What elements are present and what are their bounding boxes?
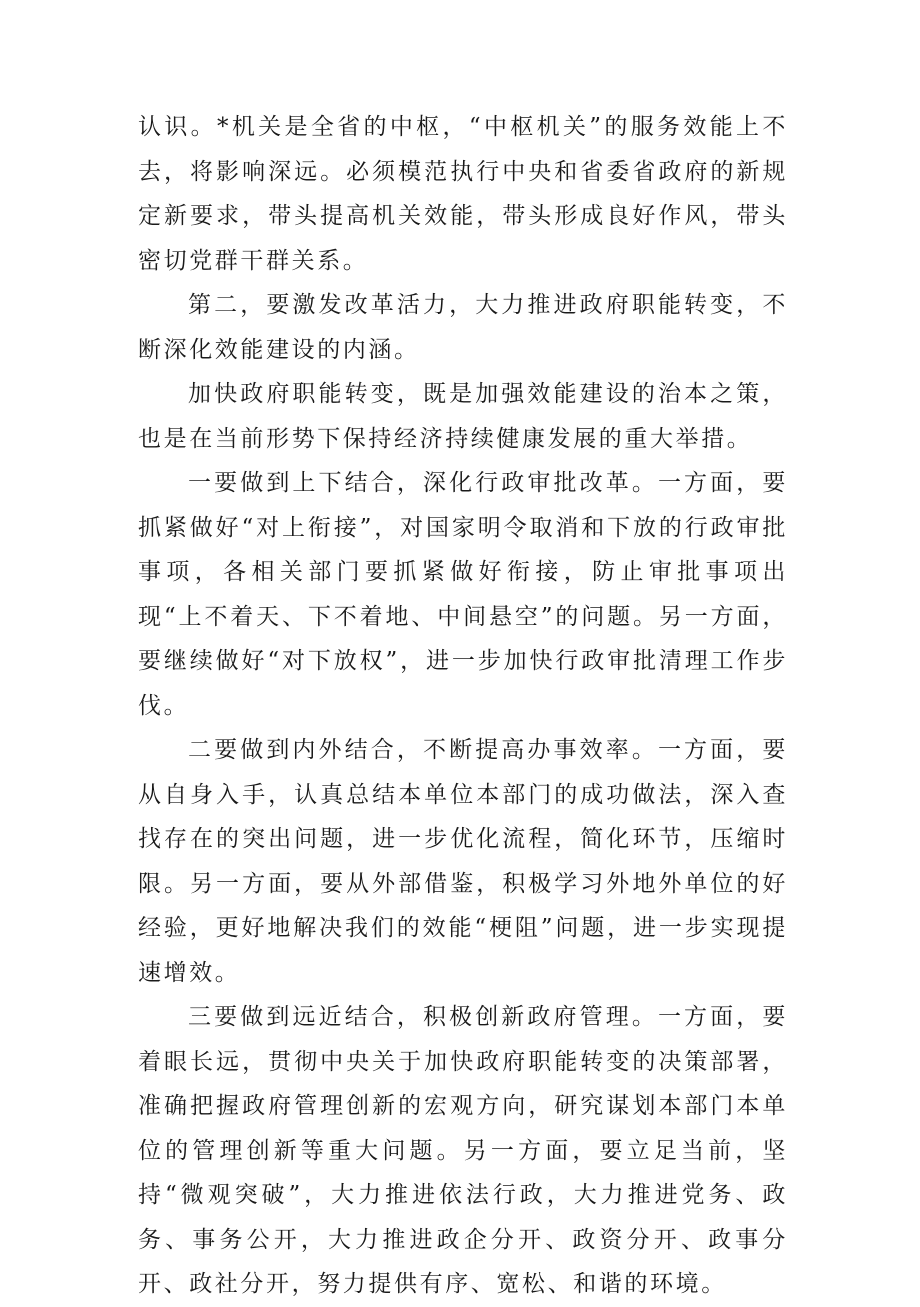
paragraph-point-two: 二要做到内外结合，不断提高办事效率。一方面，要从自身入手，认真总结本单位本部门的成功做法，深入查找存在的突出问题，进一步优化流程，简化环节，压缩时限。另一方面，要从外部借鉴，积极学习外地外单位的好经验，更好地解决我们的效能“梗阻”问题，进一步实现提速增效。	[138, 737, 788, 986]
paragraph-function-transformation: 加快政府职能转变，既是加强效能建设的治本之策，也是在当前形势下保持经济持续健康发展的重大举措。	[138, 381, 788, 452]
document-body	[138, 105, 788, 1307]
paragraph-point-three: 三要做到远近结合，积极创新政府管理。一方面，要着眼长远，贯彻中央关于加快政府职能转变的决策部署，准确把握政府管理创新的宏观方向，研究谋划本部门本单位的管理创新等重大问题。另一方面，要立足当前，坚持“微观突破”，大力推进依法行政，大力推进党务、政务、事务公开，大力推进政企分开、政资分开、政事分开、政社分开，努力提供有序、宽松、和谐的环境。	[138, 1004, 788, 1297]
paragraph-section-two-heading: 第二，要激发改革活力，大力推进政府职能转变，不断深化效能建设的内涵。	[138, 292, 788, 363]
paragraph-continuation: 认识。*机关是全省的中枢，“中枢机关”的服务效能上不去，将影响深远。必须模范执行中央和省委省政府的新规定新要求，带头提高机关效能，带头形成良好作风，带头密切党群干群关系。	[138, 114, 788, 274]
paragraph-point-one: 一要做到上下结合，深化行政审批改革。一方面，要抓紧做好“对上衔接”，对国家明令取消和下放的行政审批事项，各相关部门要抓紧做好衔接，防止审批事项出现“上不着天、下不着地、中间悬空”的问题。另一方面，要继续做好“对下放权”，进一步加快行政审批清理工作步伐。	[138, 470, 788, 719]
